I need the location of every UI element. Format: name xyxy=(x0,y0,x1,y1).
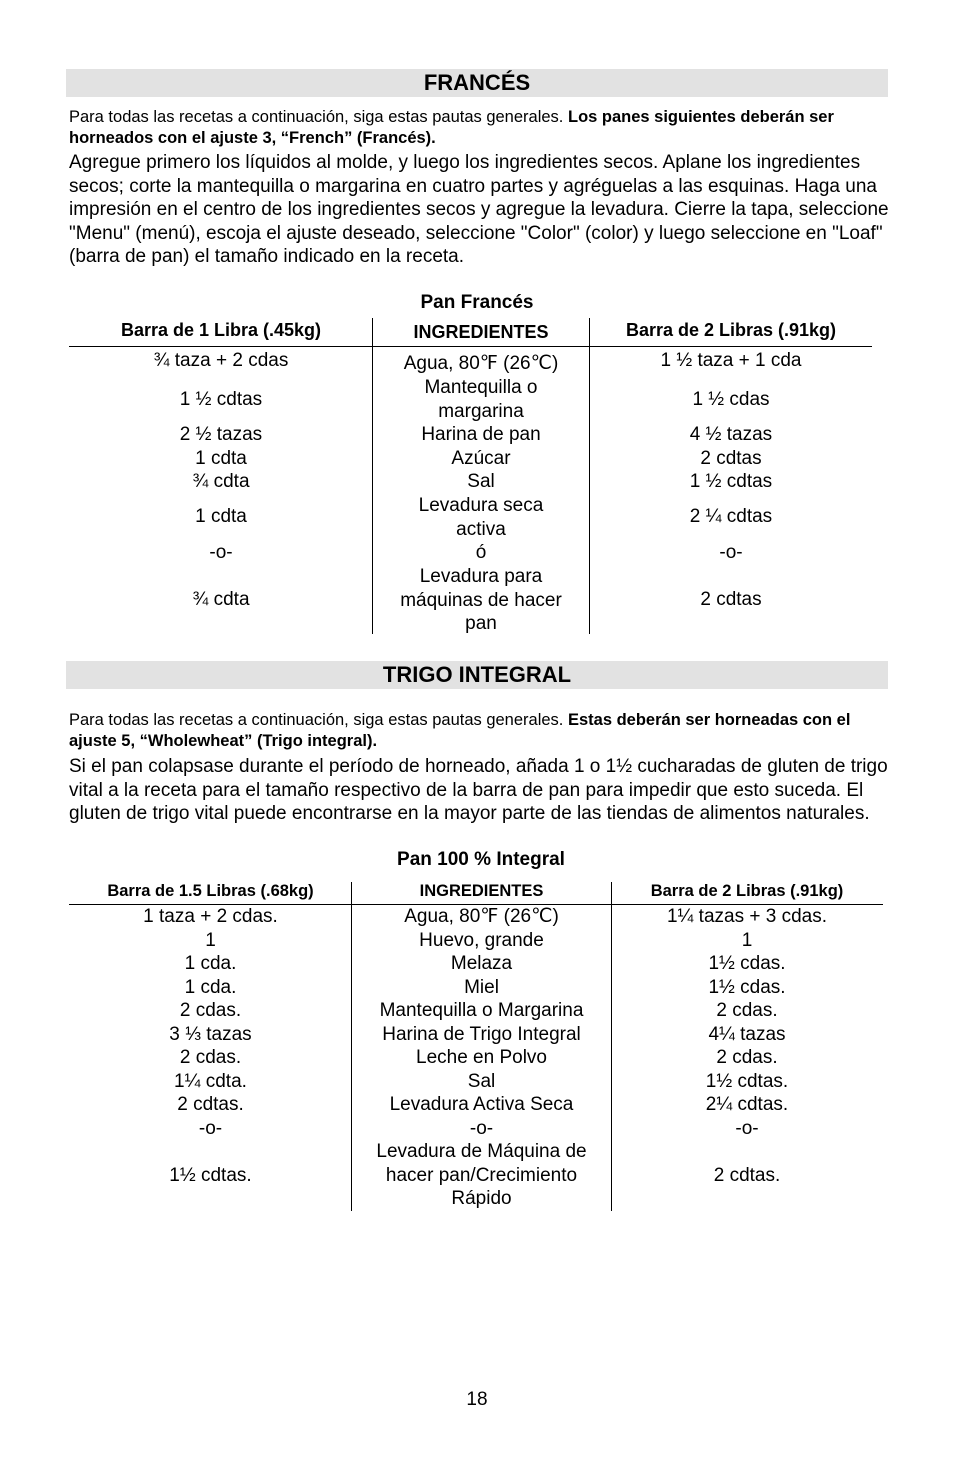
frances-cell: ó xyxy=(475,542,487,563)
frances-cell: 1 cdta xyxy=(195,506,247,527)
trigo-header-middle: INGREDIENTES xyxy=(419,882,544,900)
trigo-cell: 1 cda. xyxy=(184,977,237,998)
section-title-trigo-integral: TRIGO INTEGRAL xyxy=(66,661,888,689)
frances-cell: 1 ½ cdtas xyxy=(179,389,263,410)
frances-cell: Levadura para máquinas de hacer pan xyxy=(400,566,562,634)
trigo-cell: 2 cdas. xyxy=(716,1047,778,1068)
trigo-cell: 2 cdas. xyxy=(716,1000,778,1021)
trigo-cell: 1 xyxy=(205,930,216,951)
frances-cell: Levadura seca activa xyxy=(418,495,544,540)
frances-intro-plain: Para todas las recetas a continuación, siga estas pautas generales. xyxy=(69,108,568,126)
trigo-intro-bold: Estas deberán ser horneadas con el ajuste 5, “Wholewheat” (Trigo integral). xyxy=(69,711,851,750)
frances-cell: 1 cdta xyxy=(195,448,247,469)
trigo-cell: Harina de Trigo Integral xyxy=(382,1024,581,1045)
trigo-cell: 1½ cdas. xyxy=(708,953,786,974)
frances-cell: Azúcar xyxy=(451,448,511,469)
trigo-cell: Agua, 80℉ (26℃) xyxy=(404,906,559,927)
trigo-cell: 1 xyxy=(741,930,753,951)
trigo-cell: -o- xyxy=(198,1118,223,1139)
trigo-cell: Levadura Activa Seca xyxy=(389,1094,574,1115)
trigo-cell: 1 taza + 2 cdas. xyxy=(143,906,278,927)
trigo-cell: -o- xyxy=(735,1118,759,1139)
trigo-cell: 1¼ tazas + 3 cdas. xyxy=(666,906,827,927)
trigo-cell: 1½ cdas. xyxy=(708,977,786,998)
frances-header-middle: INGREDIENTES xyxy=(413,322,549,342)
trigo-cell: Levadura de Máquina de hacer pan/Crecimiento Rápido xyxy=(376,1141,587,1209)
trigo-cell: Leche en Polvo xyxy=(416,1047,547,1068)
frances-header-right: Barra de 2 Libras (.91kg) xyxy=(625,320,837,340)
frances-header-rule xyxy=(69,346,872,347)
trigo-cell: Mantequilla o Margarina xyxy=(379,1000,584,1021)
trigo-cell: 1¼ cdta. xyxy=(174,1071,247,1092)
trigo-table-title: Pan 100 % Integral xyxy=(397,849,565,870)
section-title-frances: FRANCÉS xyxy=(66,69,888,97)
frances-cell: Sal xyxy=(467,471,495,492)
trigo-cell: Miel xyxy=(464,977,499,998)
frances-cell: 1 ½ taza + 1 cda xyxy=(660,350,802,371)
trigo-cell: 2 cdtas. xyxy=(177,1094,244,1115)
trigo-cell: Huevo, grande xyxy=(419,930,544,951)
frances-cell: Agua, 80℉ (26℃) xyxy=(403,353,559,374)
trigo-cell: 1 cda. xyxy=(184,953,237,974)
frances-cell: Harina de pan xyxy=(421,424,541,445)
trigo-cell: Sal xyxy=(467,1071,496,1092)
trigo-header-right: Barra de 2 Libras (.91kg) xyxy=(650,882,844,900)
trigo-cell: 2¼ cdtas. xyxy=(705,1094,789,1115)
frances-cell: 2 cdtas xyxy=(700,448,762,469)
frances-cell: ¾ taza + 2 cdas xyxy=(153,350,289,371)
trigo-cell: 3 ⅓ tazas xyxy=(169,1024,252,1045)
frances-cell: -o- xyxy=(209,542,233,563)
trigo-cell: 4¼ tazas xyxy=(708,1024,786,1045)
frances-header-left: Barra de 1 Libra (.45kg) xyxy=(120,320,322,340)
trigo-cell: Melaza xyxy=(450,953,513,974)
trigo-cell: 2 cdas. xyxy=(179,1000,242,1021)
trigo-cell: -o- xyxy=(469,1118,494,1139)
frances-cell: 1 ½ cdas xyxy=(692,389,770,410)
frances-cell: 4 ½ tazas xyxy=(689,424,773,445)
frances-instructions: Agregue primero los líquidos al molde, y luego los ingredientes secos. Aplane los ingredientes secos; corte la mantequilla o margarina en cuatro partes y agréguelas a las esquinas. Haga una impresión en el centro de los ingredientes secos y agregue la levadura. Cierre la tapa, seleccione "Menu" (menú), escoja el ajuste deseado, seleccione "Color" (color) y luego seleccione en "Loaf" (barra de pan) el tamaño indicado en la receta. xyxy=(69,152,889,267)
frances-table-title: Pan Francés xyxy=(420,292,534,313)
frances-cell: -o- xyxy=(719,542,743,563)
trigo-intro-plain: Para todas las recetas a continuación, siga estas pautas generales. xyxy=(69,711,568,729)
trigo-cell: 2 cdtas. xyxy=(713,1165,781,1186)
frances-cell: 2 cdtas xyxy=(700,589,762,610)
frances-cell: ¾ cdta xyxy=(192,589,250,610)
trigo-cell: 1½ cdtas. xyxy=(169,1165,252,1186)
trigo-intro xyxy=(69,710,889,752)
trigo-header-left: Barra de 1.5 Libras (.68kg) xyxy=(107,882,314,900)
trigo-instructions: Si el pan colapsase durante el período de horneado, añada 1 o 1½ cucharadas de gluten de trigo vital a la receta para el tamaño respectivo de la barra de pan para impedir que esto suceda. El gluten de trigo vital puede encontrarse en la mayor parte de las tiendas de alimentos naturales. xyxy=(69,756,888,824)
frances-intro xyxy=(69,107,889,149)
trigo-cell: 2 cdas. xyxy=(179,1047,242,1068)
trigo-cell: 1½ cdtas. xyxy=(705,1071,789,1092)
frances-cell: Mantequilla o margarina xyxy=(424,377,538,422)
frances-intro-bold: Los panes siguientes deberán ser horneados con el ajuste 3, “French” (Francés). xyxy=(69,108,834,147)
frances-cell: ¾ cdta xyxy=(192,471,250,492)
frances-cell: 2 ¼ cdtas xyxy=(689,506,773,527)
frances-cell: 1 ½ cdtas xyxy=(689,471,773,492)
page-number: 18 xyxy=(466,1389,488,1410)
frances-cell: 2 ½ tazas xyxy=(179,424,263,445)
